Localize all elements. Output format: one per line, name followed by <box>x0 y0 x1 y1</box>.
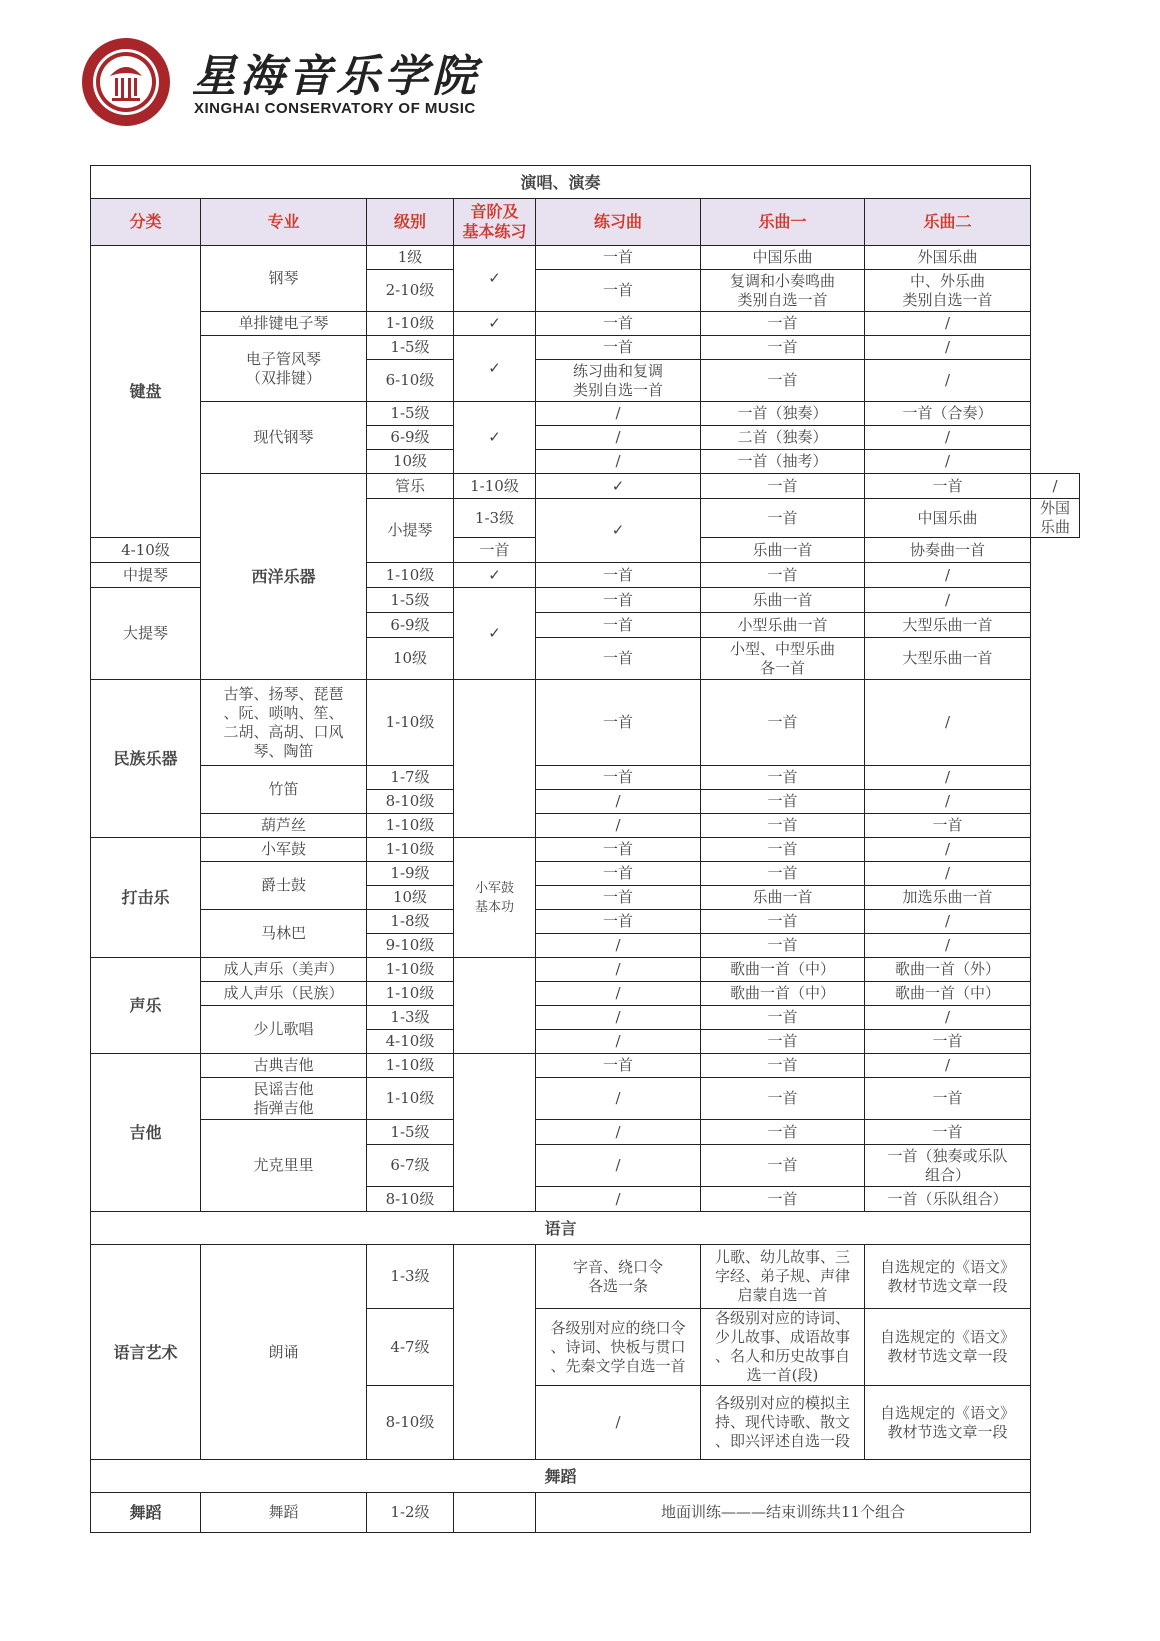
table-row <box>91 336 1080 360</box>
scales-cell-empty <box>454 1054 536 1212</box>
etude-cell: 一首 <box>536 766 701 790</box>
table-row <box>91 814 1080 838</box>
piece1-cell: 一首 <box>701 1120 865 1145</box>
piece2-cell: 一首 <box>865 814 1031 838</box>
etude-cell: 字音、绕口令 各选一条 <box>536 1245 701 1309</box>
etude-cell: / <box>536 958 701 982</box>
piece2-cell: 一首（乐队组合） <box>865 1187 1031 1212</box>
piece2-cell: / <box>865 934 1031 958</box>
col-level: 级别 <box>367 199 454 246</box>
piece1-cell: 一首（抽考） <box>701 450 865 474</box>
level-cell: 1-10级 <box>367 312 454 336</box>
piece2-cell: 大型乐曲一首 <box>865 613 1031 638</box>
piece1-cell: 乐曲一首 <box>701 588 865 613</box>
piece1-cell: 儿歌、幼儿故事、三 字经、弟子规、声律 启蒙自选一首 <box>701 1245 865 1309</box>
etude-cell: 一首 <box>701 474 865 499</box>
level-cell: 1-5级 <box>367 1120 454 1145</box>
major-cell: 小提琴 <box>367 499 454 563</box>
major-cell: 小军鼓 <box>201 838 367 862</box>
major-cell: 爵士鼓 <box>201 862 367 910</box>
brand-name-english: XINGHAI CONSERVATORY OF MUSIC <box>194 100 476 117</box>
piece2-cell: 自选规定的《语文》 教材节选文章一段 <box>865 1309 1031 1386</box>
piece1-cell: 各级别对应的模拟主 持、现代诗歌、散文 、即兴评述自选一段 <box>701 1386 865 1460</box>
category-cell: 语言艺术 <box>91 1245 201 1460</box>
category-cell: 西洋乐器 <box>201 474 367 680</box>
etude-cell: 一首 <box>536 312 701 336</box>
level-cell: 8-10级 <box>367 790 454 814</box>
piece1-cell: 歌曲一首（中） <box>701 958 865 982</box>
table-row <box>91 1245 1080 1309</box>
piece2-cell: / <box>865 588 1031 613</box>
exam-requirements-table <box>90 165 1080 1533</box>
table-row <box>91 838 1080 862</box>
major-cell: 古典吉他 <box>201 1054 367 1078</box>
level-cell: 1-10级 <box>367 838 454 862</box>
piece1-cell: 一首（独奏） <box>701 402 865 426</box>
level-cell: 1-3级 <box>367 1245 454 1309</box>
scales-cell-snare-basic: 小军鼓 基本功 <box>454 838 536 958</box>
etude-cell: / <box>536 814 701 838</box>
checkmark-cell: ✓ <box>454 563 536 588</box>
major-cell: 尤克里里 <box>201 1120 367 1212</box>
piece2-cell: / <box>865 563 1031 588</box>
checkmark-cell: ✓ <box>454 336 536 402</box>
etude-cell: / <box>536 1120 701 1145</box>
level-cell: 1-5级 <box>367 336 454 360</box>
piece2-cell: 一首（独奏或乐队 组合） <box>865 1145 1031 1187</box>
etude-cell: / <box>536 982 701 1006</box>
etude-cell: 一首 <box>536 588 701 613</box>
etude-cell: 一首 <box>536 336 701 360</box>
level-cell: 4-7级 <box>367 1309 454 1386</box>
etude-cell: / <box>536 1145 701 1187</box>
major-cell: 钢琴 <box>201 246 367 312</box>
piece1-cell: 复调和小奏鸣曲 类别自选一首 <box>701 270 865 312</box>
level-cell: 10级 <box>367 450 454 474</box>
table-row <box>91 766 1080 790</box>
level-cell: 10级 <box>367 886 454 910</box>
piece2-cell: 加选乐曲一首 <box>865 886 1031 910</box>
scales-cell-empty <box>454 680 536 838</box>
major-cell: 大提琴 <box>91 588 201 680</box>
scales-cell-empty <box>454 1245 536 1460</box>
major-cell: 成人声乐（美声） <box>201 958 367 982</box>
etude-cell: / <box>536 1006 701 1030</box>
level-cell: 4-10级 <box>91 538 201 563</box>
piece1-cell: 一首 <box>701 1006 865 1030</box>
etude-cell: 一首 <box>536 862 701 886</box>
piece2-cell: 一首 <box>865 1030 1031 1054</box>
etude-cell: 一首 <box>536 246 701 270</box>
piece1-cell: 一首 <box>701 862 865 886</box>
category-cell: 吉他 <box>91 1054 201 1212</box>
piece2-cell: / <box>865 426 1031 450</box>
etude-cell: / <box>536 1386 701 1460</box>
piece2-cell: / <box>865 336 1031 360</box>
level-cell: 1-10级 <box>367 563 454 588</box>
etude-cell: / <box>536 402 701 426</box>
major-cell: 马林巴 <box>201 910 367 958</box>
level-cell: 6-10级 <box>367 360 454 402</box>
etude-cell: 一首 <box>536 838 701 862</box>
table-row <box>91 474 1080 499</box>
etude-cell: 各级别对应的绕口令 、诗词、快板与贯口 、先秦文学自选一首 <box>536 1309 701 1386</box>
scales-cell-empty <box>454 958 536 1054</box>
table-row <box>91 312 1080 336</box>
piece1-cell: 一首 <box>701 910 865 934</box>
piece1-cell: 一首 <box>701 934 865 958</box>
level-cell: 6-9级 <box>367 426 454 450</box>
level-cell: 1-3级 <box>454 499 536 538</box>
etude-cell: 一首 <box>536 613 701 638</box>
col-etude: 练习曲 <box>536 199 701 246</box>
piece2-cell: 一首 <box>865 1120 1031 1145</box>
level-cell: 1-10级 <box>367 1078 454 1120</box>
level-cell: 4-10级 <box>367 1030 454 1054</box>
piece1-cell: 一首 <box>701 360 865 402</box>
piece1-cell: 一首 <box>701 336 865 360</box>
piece2-cell: 中、外乐曲 类别自选一首 <box>865 270 1031 312</box>
level-cell: 1-10级 <box>367 1054 454 1078</box>
category-cell: 舞蹈 <box>91 1493 201 1533</box>
major-cell: 中提琴 <box>91 563 201 588</box>
level-cell: 9-10级 <box>367 934 454 958</box>
level-cell: 8-10级 <box>367 1187 454 1212</box>
checkmark-cell: ✓ <box>454 312 536 336</box>
piece2-cell: / <box>865 862 1031 886</box>
piece2-cell: 外国乐曲 <box>1031 499 1080 538</box>
level-cell: 1-10级 <box>454 474 536 499</box>
piece1-cell: 小型、中型乐曲 各一首 <box>701 638 865 680</box>
col-major: 专业 <box>201 199 367 246</box>
major-cell: 民谣吉他 指弹吉他 <box>201 1078 367 1120</box>
etude-cell: / <box>536 1078 701 1120</box>
piece1-cell: 小型乐曲一首 <box>701 613 865 638</box>
level-cell: 1-9级 <box>367 862 454 886</box>
etude-cell: / <box>536 790 701 814</box>
etude-cell: / <box>536 934 701 958</box>
piece1-cell: 一首 <box>701 312 865 336</box>
category-cell: 打击乐 <box>91 838 201 958</box>
level-cell: 1级 <box>367 246 454 270</box>
level-cell: 6-7级 <box>367 1145 454 1187</box>
table-row <box>91 910 1080 934</box>
category-cell: 民族乐器 <box>91 680 201 838</box>
checkmark-cell: ✓ <box>454 246 536 312</box>
piece1-cell: 一首 <box>701 563 865 588</box>
etude-cell: / <box>536 1187 701 1212</box>
header <box>80 36 580 126</box>
piece1-cell: 一首 <box>701 1078 865 1120</box>
level-cell: 8-10级 <box>367 1386 454 1460</box>
section-title-dance: 舞蹈 <box>91 1460 1031 1493</box>
piece2-cell: / <box>865 838 1031 862</box>
piece2-cell: 自选规定的《语文》 教材节选文章一段 <box>865 1245 1031 1309</box>
piece2-cell: / <box>865 1054 1031 1078</box>
major-cell: 葫芦丝 <box>201 814 367 838</box>
piece2-cell: / <box>865 766 1031 790</box>
piece2-cell: 歌曲一首（中） <box>865 982 1031 1006</box>
piece2-cell: / <box>865 1006 1031 1030</box>
etude-cell: / <box>536 426 701 450</box>
piece1-cell: 一首 <box>701 766 865 790</box>
major-cell: 现代钢琴 <box>201 402 367 474</box>
etude-cell: 一首 <box>454 538 536 563</box>
etude-cell: / <box>536 450 701 474</box>
piece2-cell: / <box>865 450 1031 474</box>
piece1-cell: 一首 <box>701 1187 865 1212</box>
major-cell: 古筝、扬琴、琵琶 、阮、唢呐、笙、 二胡、高胡、口风 琴、陶笛 <box>201 680 367 766</box>
table-row <box>91 402 1080 426</box>
piece1-cell: 一首 <box>701 1145 865 1187</box>
piece2-cell: / <box>865 790 1031 814</box>
piece1-cell: 一首 <box>701 838 865 862</box>
major-cell: 成人声乐（民族） <box>201 982 367 1006</box>
level-cell: 1-5级 <box>367 402 454 426</box>
col-scales: 音阶及 基本练习 <box>454 199 536 246</box>
piece1-cell: 各级别对应的诗词、 少儿故事、成语故事 、名人和历史故事自 选一首(段) <box>701 1309 865 1386</box>
table-row <box>91 246 1080 270</box>
scales-cell-empty <box>454 1493 536 1533</box>
brand-name-chinese: 星海音乐学院 <box>192 51 480 102</box>
checkmark-cell: ✓ <box>454 402 536 474</box>
piece1-cell: 乐曲一首 <box>701 886 865 910</box>
major-cell: 电子管风琴 （双排键） <box>201 336 367 402</box>
major-cell: 单排键电子琴 <box>201 312 367 336</box>
level-cell: 1-2级 <box>367 1493 454 1533</box>
level-cell: 1-10级 <box>367 814 454 838</box>
etude-cell: 一首 <box>536 270 701 312</box>
level-cell: 10级 <box>367 638 454 680</box>
piece2-cell: 自选规定的《语文》 教材节选文章一段 <box>865 1386 1031 1460</box>
table-row <box>91 982 1080 1006</box>
table-row <box>91 958 1080 982</box>
etude-cell: 一首 <box>536 910 701 934</box>
level-cell: 1-10级 <box>367 958 454 982</box>
piece1-cell: 中国乐曲 <box>865 499 1031 538</box>
dance-content-cell: 地面训练———结束训练共11个组合 <box>536 1493 1031 1533</box>
piece2-cell: / <box>1031 474 1080 499</box>
piece2-cell: 大型乐曲一首 <box>865 638 1031 680</box>
piece1-cell: 乐曲一首 <box>701 538 865 563</box>
level-cell: 1-8级 <box>367 910 454 934</box>
category-cell: 声乐 <box>91 958 201 1054</box>
checkmark-cell: ✓ <box>536 474 701 499</box>
piece1-cell: 歌曲一首（中） <box>701 982 865 1006</box>
level-cell: 6-9级 <box>367 613 454 638</box>
piece2-cell: 歌曲一首（外） <box>865 958 1031 982</box>
etude-cell: 一首 <box>536 680 701 766</box>
level-cell: 1-10级 <box>367 982 454 1006</box>
piece1-cell: 一首 <box>865 474 1031 499</box>
piece1-cell: 一首 <box>701 790 865 814</box>
etude-cell: 一首 <box>701 499 865 538</box>
etude-cell: 一首 <box>536 1054 701 1078</box>
level-cell: 2-10级 <box>367 270 454 312</box>
piece2-cell: / <box>865 910 1031 934</box>
piece1-cell: 一首 <box>701 680 865 766</box>
level-cell: 1-5级 <box>367 588 454 613</box>
piece1-cell: 一首 <box>701 1054 865 1078</box>
conservatory-seal-icon <box>80 36 172 128</box>
piece2-cell: / <box>865 680 1031 766</box>
piece2-cell: 一首（合奏） <box>865 402 1031 426</box>
section-title-language: 语言 <box>91 1212 1031 1245</box>
major-cell: 舞蹈 <box>201 1493 367 1533</box>
etude-cell: 练习曲和复调 类别自选一首 <box>536 360 701 402</box>
etude-cell: / <box>536 1030 701 1054</box>
major-cell: 管乐 <box>367 474 454 499</box>
table-row <box>91 1054 1080 1078</box>
piece2-cell: 外国乐曲 <box>865 246 1031 270</box>
piece1-cell: 二首（独奏） <box>701 426 865 450</box>
col-piece-2: 乐曲二 <box>865 199 1031 246</box>
major-cell: 少儿歌唱 <box>201 1006 367 1054</box>
piece2-cell: 协奏曲一首 <box>865 538 1031 563</box>
etude-cell: 一首 <box>536 638 701 680</box>
piece1-cell: 一首 <box>701 814 865 838</box>
etude-cell: 一首 <box>536 563 701 588</box>
table-row <box>91 862 1080 886</box>
etude-cell: 一首 <box>536 886 701 910</box>
piece2-cell: / <box>865 360 1031 402</box>
level-cell: 1-3级 <box>367 1006 454 1030</box>
piece1-cell: 一首 <box>701 1030 865 1054</box>
table-row <box>91 1078 1080 1120</box>
piece2-cell: / <box>865 312 1031 336</box>
level-cell: 1-10级 <box>367 680 454 766</box>
table-row <box>91 680 1080 766</box>
level-cell: 1-7级 <box>367 766 454 790</box>
col-category: 分类 <box>91 199 201 246</box>
col-piece-1: 乐曲一 <box>701 199 865 246</box>
category-cell: 键盘 <box>91 246 201 538</box>
checkmark-cell: ✓ <box>536 499 701 563</box>
major-cell: 竹笛 <box>201 766 367 814</box>
piece1-cell: 中国乐曲 <box>701 246 865 270</box>
section-title-performance: 演唱、演奏 <box>91 166 1031 199</box>
piece2-cell: 一首 <box>865 1078 1031 1120</box>
checkmark-cell: ✓ <box>454 588 536 680</box>
table-row <box>91 1006 1080 1030</box>
major-cell: 朗诵 <box>201 1245 367 1460</box>
table-row <box>91 1493 1080 1533</box>
table-row <box>91 1120 1080 1145</box>
